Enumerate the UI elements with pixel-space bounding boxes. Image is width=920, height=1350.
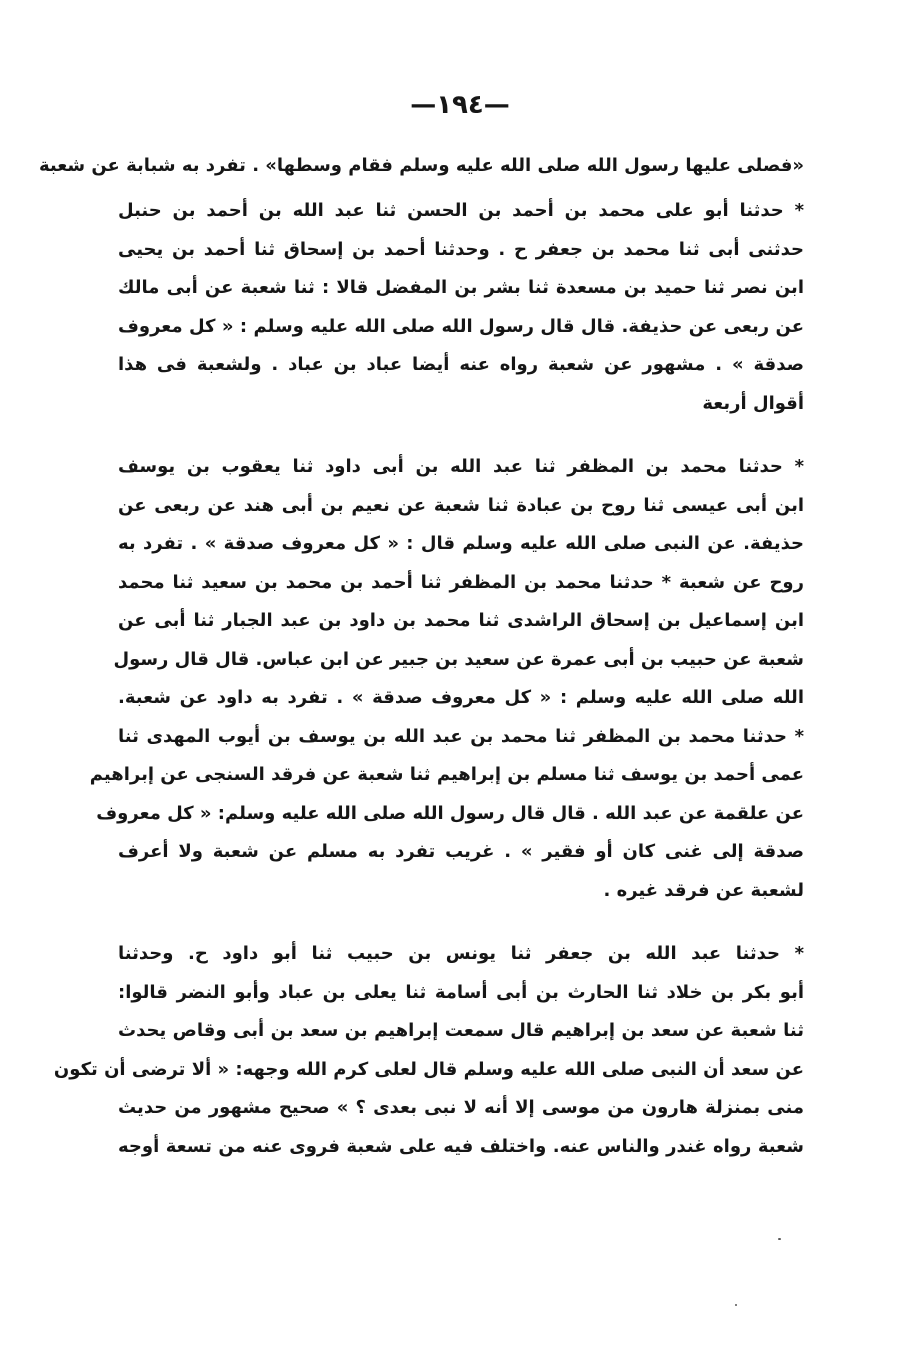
text-line: عن سعد أن النبى صلى الله عليه وسلم قال لعلى كرم الله وجهه: « ألا ترضى أن تكون [53, 1058, 804, 1080]
text-line: * حدثنا محمد بن المظفر ثنا محمد بن عبد الله بن يوسف بن أيوب المهدى ثنا [118, 725, 804, 747]
text-line: صدقة إلى غنى كان أو فقير » . غريب تفرد به مسلم عن شعبة ولا أعرف [118, 841, 804, 862]
text-line: أقوال أربعة [702, 392, 804, 414]
text-line: منى بمنزلة هارون من موسى إلا أنه لا نبى بعدى ؟ » صحيح مشهور من حديث [118, 1097, 804, 1118]
paragraph-4 [53, 935, 804, 1166]
text-line: «فصلى عليها رسول الله صلى الله عليه وسلم فقام وسطها» . تفرد به شبابة عن شعبة [38, 155, 804, 176]
text-line: أبو بكر بن خلاد ثنا الحارث بن أبى أسامة ثنا يعلى بن عباد وأبو النضر قالوا: [118, 981, 804, 1003]
text-line: حدثنى أبى ثنا محمد بن جعفر ح . وحدثنا أحمد بن إسحاق ثنا أحمد بن يحيى [118, 238, 804, 260]
text-line: صدقة » . مشهور عن شعبة رواه عنه أيضا عباد بن عباد . ولشعبة فى هذا [118, 354, 804, 375]
text-line: روح عن شعبة * حدثنا محمد بن المظفر ثنا أحمد بن محمد بن سعيد ثنا محمد [118, 571, 804, 593]
text-line: ابن أبى عيسى ثنا روح بن عبادة ثنا شعبة عن نعيم بن أبى هند عن ربعى عن [118, 494, 804, 516]
page-number: —١٩٤— [410, 90, 510, 120]
paragraph-3 [89, 448, 804, 910]
text-line: شعبة رواه غندر والناس عنه. واختلف فيه على شعبة فروى عنه من تسعة أوجه [118, 1135, 804, 1157]
text-line: لشعبة عن فرقد غيره . [603, 879, 804, 901]
text-line: شعبة عن حبيب بن أبى عمرة عن سعيد بن جبير عن ابن عباس. قال قال رسول [113, 648, 804, 670]
text-line: الله صلى الله عليه وسلم : « كل معروف صدقة » . تفرد به داود عن شعبة. [118, 687, 804, 708]
text-line: حذيفة. عن النبى صلى الله عليه وسلم قال : « كل معروف صدقة » . تفرد به [118, 533, 804, 554]
text-line: ابن إسماعيل بن إسحاق الراشدى ثنا محمد بن داود بن عبد الجبار ثنا أبى عن [118, 610, 804, 631]
text-line: عن ربعى عن حذيفة. قال قال رسول الله صلى الله عليه وسلم : « كل معروف [118, 315, 804, 337]
text-line: * حدثنا عبد الله بن جعفر ثنا يونس بن حبيب ثنا أبو داود ح. وحدثنا [118, 943, 804, 964]
paragraph-1 [38, 147, 804, 186]
text-line: عن علقمة عن عبد الله . قال قال رسول الله صلى الله عليه وسلم: « كل معروف [96, 802, 804, 824]
text-line: * حدثنا أبو على محمد بن أحمد بن الحسن ثنا عبد الله بن أحمد بن حنبل [118, 200, 804, 221]
text-line: * حدثنا محمد بن المظفر ثنا عبد الله بن أبى داود ثنا يعقوب بن يوسف [118, 456, 804, 477]
text-line: ثنا شعبة عن سعد بن إبراهيم قال سمعت إبراهيم بن سعد بن أبى وقاص يحدث [118, 1020, 804, 1041]
scan-speck [778, 1238, 781, 1240]
paragraph-2 [118, 192, 804, 423]
text-line: ابن نصر ثنا حميد بن مسعدة ثنا بشر بن المفضل قالا : ثنا شعبة عن أبى مالك [118, 277, 804, 298]
text-line: عمى أحمد بن يوسف ثنا مسلم بن إبراهيم ثنا شعبة عن فرقد السنجى عن إبراهيم [89, 764, 804, 785]
scan-speck [735, 1304, 737, 1306]
